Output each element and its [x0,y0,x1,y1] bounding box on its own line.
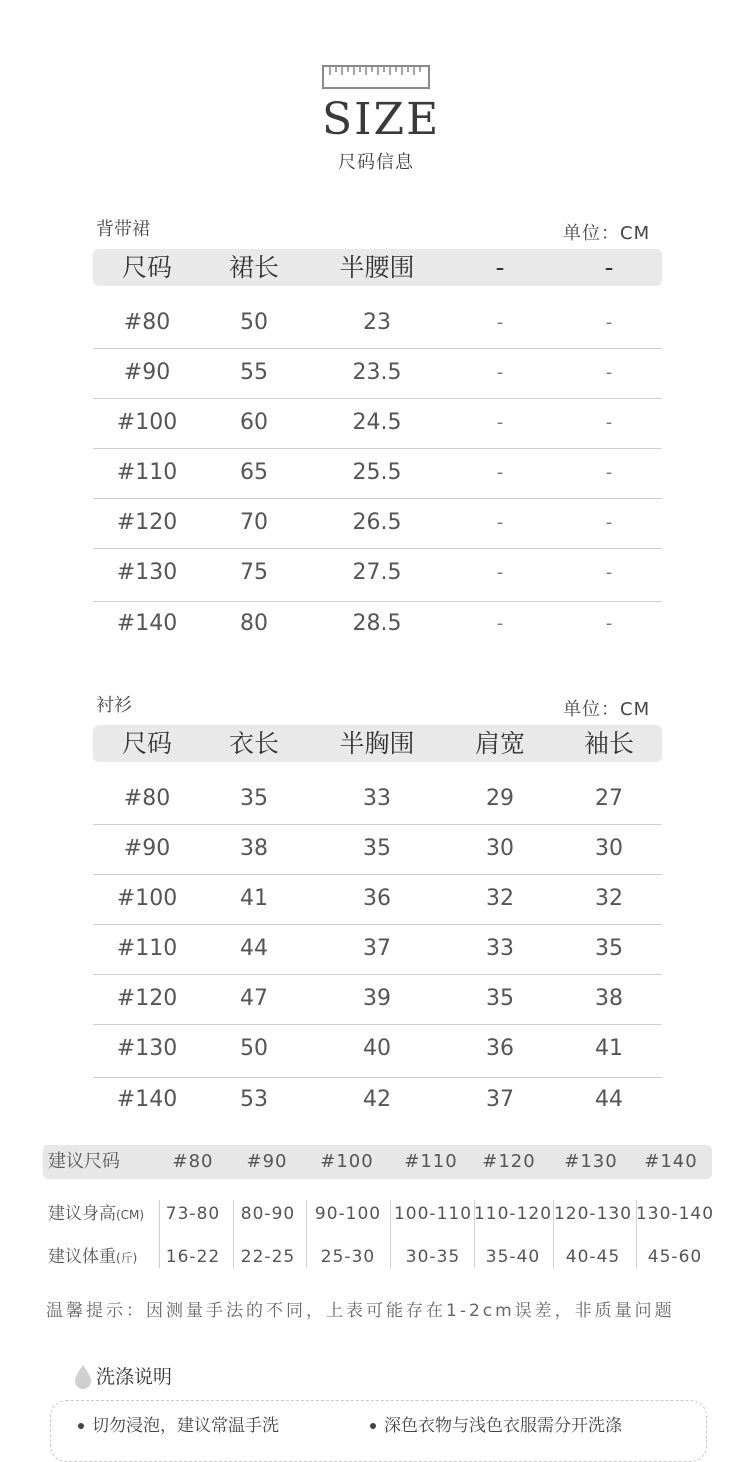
table1-title: 背带裙 [96,219,150,240]
table1-unit: 单位：CM [563,223,651,244]
table-row [93,774,662,825]
weight-cell: 22-25 [240,1247,296,1267]
cell: 42 [363,1087,391,1112]
cell: 38 [240,836,268,861]
cell: #90 [123,836,171,861]
weight-cell: 35-40 [485,1247,541,1267]
header-cell: 衣长 [228,729,280,758]
cell: 39 [363,986,391,1011]
height-cell: 73-80 [165,1204,221,1224]
cell: 27 [595,786,623,811]
wash-item-text: 切勿浸泡，建议常温手洗 [92,1416,279,1436]
size-cell: #100 [320,1151,374,1172]
cell: - [496,613,504,634]
size-cell: #120 [482,1151,536,1172]
header-cell: 肩宽 [474,729,526,758]
weight-label [48,1237,137,1278]
cell: - [605,412,613,433]
weight-label-text: 建议体重 [48,1247,116,1267]
cell: 37 [363,936,391,961]
header-cell: 半胸围 [339,729,415,758]
size-cell: #110 [404,1151,458,1172]
header-cell: 尺码 [121,253,173,282]
header-cell: - [495,253,505,282]
cell: 23.5 [352,360,402,385]
cell: 75 [240,560,268,585]
header-cell: 半腰围 [339,253,415,282]
cell: 47 [240,986,268,1011]
cell: - [605,462,613,483]
table-row [93,1024,662,1078]
table-row [93,824,662,875]
height-unit: (CM) [116,1208,145,1222]
cell: 32 [486,886,514,911]
weight-unit: (斤) [116,1251,138,1265]
cell: #90 [123,360,171,385]
cell: #120 [116,986,178,1011]
height-label-text: 建议身高 [48,1204,116,1224]
header-cell: - [604,253,614,282]
table-row [93,924,662,975]
recommend-header [43,1145,712,1179]
cell: #80 [123,786,171,811]
cell: - [605,312,613,333]
cell: 24.5 [352,410,402,435]
cell: 53 [240,1087,268,1112]
height-cell: 120-130 [553,1204,633,1224]
size-cell: #140 [644,1151,698,1172]
cell: 30 [486,836,514,861]
height-cell: 130-140 [635,1204,715,1224]
cell: 37 [486,1087,514,1112]
weight-cell: 16-22 [165,1247,221,1267]
height-label [48,1194,144,1235]
table-row [93,298,662,349]
height-cell: 100-110 [393,1204,473,1224]
wash-item [78,1411,279,1436]
cell: 65 [240,460,268,485]
cell: 44 [595,1087,623,1112]
weight-cell: 40-45 [565,1247,621,1267]
height-cell: 80-90 [240,1204,296,1224]
cell: 38 [595,986,623,1011]
table-row [93,398,662,449]
table-row [93,498,662,549]
cell: 70 [240,510,268,535]
header-cell: 袖长 [583,729,635,758]
cell: #80 [123,310,171,335]
cell: 28.5 [352,611,402,636]
cell: 50 [240,1036,268,1061]
page-subtitle: 尺码信息 [338,152,414,173]
wash-item [370,1411,622,1436]
bullet-icon [78,1423,84,1429]
cell: #100 [116,410,178,435]
size-logo [322,62,441,173]
cell: #110 [116,460,178,485]
table-row [93,974,662,1025]
table-row [93,548,662,602]
wash-item-text: 深色衣物与浅色衣服需分开洗涤 [384,1416,622,1436]
cell: 25.5 [352,460,402,485]
table2-header [93,725,662,762]
cell: 26.5 [352,510,402,535]
cell: 23 [363,310,391,335]
table-row [93,599,662,649]
height-row [43,1194,715,1234]
cell: 44 [240,936,268,961]
cell: #120 [116,510,178,535]
cell: 41 [240,886,268,911]
ruler-icon [322,62,430,96]
cell: #130 [116,1036,178,1061]
cell: #100 [116,886,178,911]
weight-cell: 25-30 [320,1247,376,1267]
header-cell: 裙长 [228,253,280,282]
cell: 35 [240,786,268,811]
size-cell: #90 [246,1151,288,1172]
cell: - [605,613,613,634]
size-cell: #80 [172,1151,214,1172]
cell: - [496,462,504,483]
cell: 36 [486,1036,514,1061]
weight-cell: 30-35 [405,1247,461,1267]
cell: - [496,562,504,583]
recommend-label: 建议尺码 [48,1151,120,1172]
weight-cell: 45-60 [647,1247,703,1267]
cell: 40 [363,1036,391,1061]
size-cell: #130 [564,1151,618,1172]
cell: 36 [363,886,391,911]
cell: #140 [116,611,178,636]
cell: 33 [486,936,514,961]
cell: - [496,362,504,383]
cell: - [496,412,504,433]
cell: 27.5 [352,560,402,585]
bullet-icon [370,1423,376,1429]
cell: 35 [486,986,514,1011]
cell: #130 [116,560,178,585]
table-row [93,348,662,399]
cell: - [605,512,613,533]
height-cell: 90-100 [314,1204,382,1224]
cell: - [605,562,613,583]
cell: 50 [240,310,268,335]
cell: - [496,512,504,533]
cell: - [496,312,504,333]
height-cell: 110-120 [473,1204,553,1224]
cell: 33 [363,786,391,811]
cell: - [605,362,613,383]
table2-title: 衬衫 [96,695,132,716]
cell: 80 [240,611,268,636]
cell: 29 [486,786,514,811]
header-cell: 尺码 [121,729,173,758]
wash-title: 洗涤说明 [96,1366,173,1388]
cell: 41 [595,1036,623,1061]
cell: 55 [240,360,268,385]
cell: 60 [240,410,268,435]
cell: 30 [595,836,623,861]
weight-row [43,1237,712,1277]
table-row [93,1075,662,1125]
logo-word: SIZE [322,94,441,145]
cell: 35 [363,836,391,861]
cell: #110 [116,936,178,961]
table1-header [93,249,662,286]
cell: #140 [116,1087,178,1112]
measurement-tip: 温馨提示：因测量手法的不同，上表可能存在1-2cm误差，非质量问题 [46,1301,675,1321]
water-drop-icon [73,1364,93,1390]
table-row [93,448,662,499]
cell: 32 [595,886,623,911]
cell: 35 [595,936,623,961]
table2-unit: 单位：CM [563,699,651,720]
table-row [93,874,662,925]
